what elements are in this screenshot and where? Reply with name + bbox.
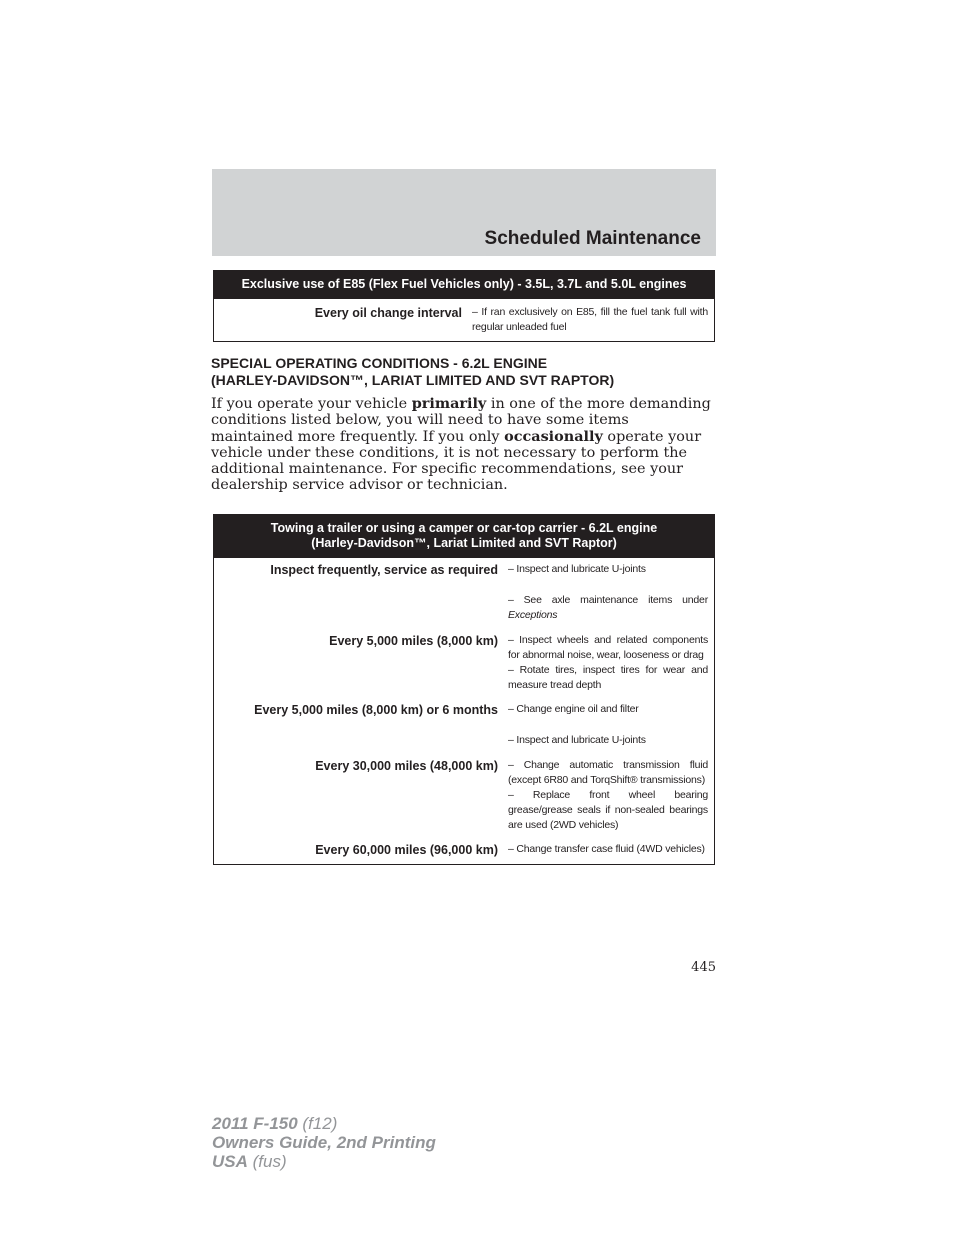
action-text: – Inspect wheels and related components for abnormal noise, wear, looseness or drag [508, 634, 708, 661]
row-interval-label: Every oil change interval [314, 306, 462, 320]
row-interval-label: Every 5,000 miles (8,000 km) or 6 months [254, 703, 498, 717]
action-text: – Inspect and lubricate U-joints [508, 734, 646, 746]
e85-table-heading: Exclusive use of E85 (Flex Fuel Vehicles only) - 3.5L, 3.7L and 5.0L engines [214, 271, 715, 299]
intro-paragraph [211, 396, 715, 494]
footer-model: 2011 F-150 [212, 1114, 298, 1133]
action-text: – Change transfer case fluid (4WD vehicles) [508, 843, 705, 855]
row-action [506, 623, 715, 693]
intro-text: in one of the more demanding conditions listed below, you will need to have some items maintained more frequently. If you only [211, 396, 711, 445]
action-text: – Change automatic transmission fluid (except 6R80 and TorqShift® transmissions) [508, 759, 708, 786]
table-row [214, 748, 715, 833]
intro-emphasis-occasionally: occasionally [504, 427, 603, 445]
row-interval-label: Every 60,000 miles (96,000 km) [315, 843, 498, 857]
row-action [506, 833, 715, 865]
action-text: – Change engine oil and filter [508, 703, 639, 715]
footer-line2 [212, 1133, 436, 1152]
row-interval-label: Every 5,000 miles (8,000 km) [329, 634, 498, 648]
table-row [214, 833, 715, 865]
towing-table-body [213, 556, 715, 865]
intro-emphasis-primarily: primarily [411, 395, 487, 412]
action-text [508, 593, 708, 623]
document-footer [212, 1114, 436, 1171]
header-band [212, 169, 716, 256]
action-text-italic: Exceptions [508, 609, 558, 621]
towing-table-heading [214, 515, 715, 558]
intro-text: If you operate your vehicle [211, 396, 412, 412]
e85-table-body [213, 297, 715, 342]
table-row [214, 556, 715, 623]
e85-table [213, 270, 715, 299]
action-text: – Inspect and lubricate U-joints [508, 563, 646, 575]
footer-line1 [212, 1114, 436, 1133]
section-heading-line2: (HARLEY-DAVIDSON™, LARIAT LIMITED AND SVT RAPTOR) [211, 371, 615, 388]
section-heading [211, 355, 715, 388]
table-row [214, 297, 715, 342]
row-action [506, 556, 715, 623]
row-action [470, 297, 715, 342]
intro-text: operate your vehicle under these conditions, it is not necessary to perform the additional maintenance. For specific recommendations, see your dealership service advisor or technician. [211, 428, 702, 494]
row-interval-label: Every 30,000 miles (48,000 km) [315, 759, 498, 773]
action-text-prefix: – See axle maintenance items under [508, 594, 708, 606]
footer-model-code: (f12) [297, 1114, 338, 1133]
page-title: Scheduled Maintenance [484, 228, 701, 249]
row-action [506, 748, 715, 833]
action-text: – Rotate tires, inspect tires for wear and measure tread depth [508, 664, 708, 691]
footer-printing: Owners Guide, 2nd Printing [212, 1133, 436, 1152]
action-text: – Replace front wheel bearing grease/grease seals if non-sealed bearings are used (2WD vehicles) [508, 789, 708, 831]
row-interval-label: Inspect frequently, service as required [270, 563, 498, 577]
footer-region-code: (fus) [247, 1152, 287, 1171]
page-number: 445 [691, 960, 716, 975]
towing-table [213, 514, 715, 558]
table-row [214, 623, 715, 693]
section-heading-line1: SPECIAL OPERATING CONDITIONS - 6.2L ENGINE [211, 355, 548, 371]
action-text: – If ran exclusively on E85, fill the fuel tank full with regular unleaded fuel [472, 306, 708, 333]
towing-heading-line2: (Harley-Davidson™, Lariat Limited and SVT Raptor) [311, 536, 617, 550]
row-action [506, 693, 715, 748]
table-row [214, 693, 715, 748]
footer-line3 [212, 1152, 436, 1171]
footer-region: USA [212, 1152, 248, 1171]
towing-heading-line1: Towing a trailer or using a camper or car-top carrier - 6.2L engine [270, 521, 658, 535]
